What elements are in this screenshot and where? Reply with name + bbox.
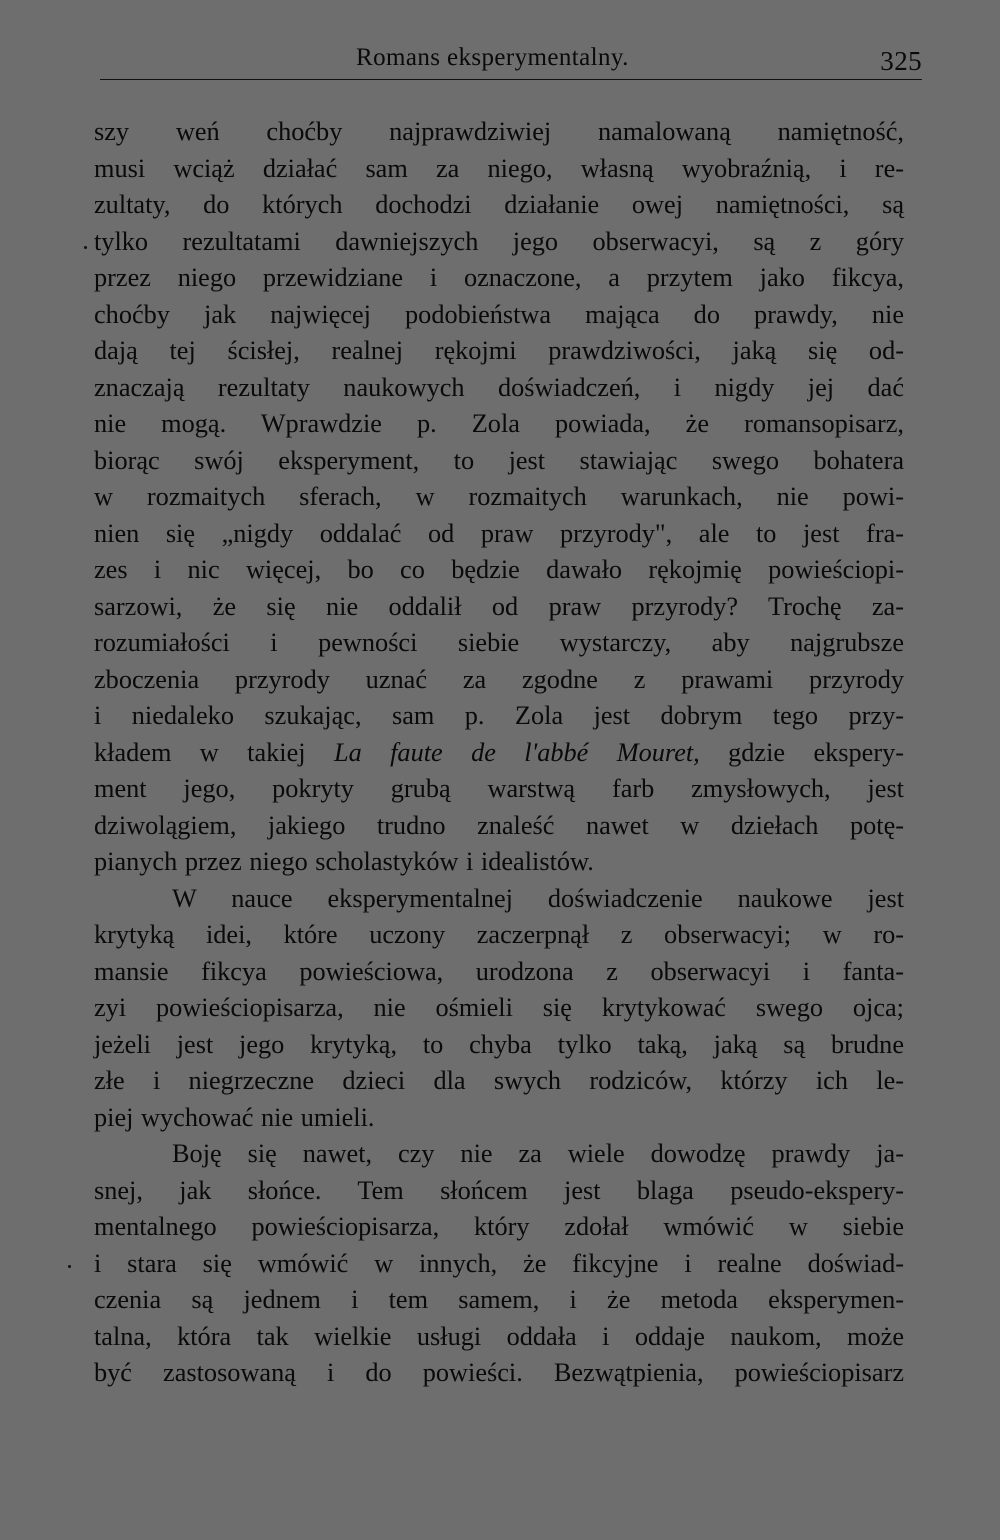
text-line: W nauce eksperymentalnej doświadczenie naukowe jest: [172, 883, 904, 913]
print-speck: [68, 1265, 71, 1268]
text-line: tylko rezultatami dawniejszych jego obserwacyi, są z góry: [94, 226, 904, 256]
text-line: zyi powieściopisarza, nie ośmieli się krytykować swego ojca;: [94, 993, 904, 1022]
paragraph-2: [94, 881, 904, 1137]
header-rule: [100, 79, 922, 80]
text-line: i stara się wmówić w innych, że fikcyjne i realne doświad-: [94, 1248, 904, 1278]
text-line: snej, jak słońce. Tem słońcem jest blaga pseudo-ekspery-: [94, 1175, 904, 1205]
running-title: Romans eksperymentalny.: [356, 44, 629, 71]
text-line: w rozmaitych sferach, w rozmaitych warunkach, nie powi-: [94, 482, 904, 511]
text-line: dziwolągiem, jakiego trudno znaleść nawet w dziełach potę-: [94, 810, 904, 840]
text-line: czenia są jednem i tem samem, i że metoda eksperymen-: [94, 1285, 904, 1314]
text-line: Boję się nawet, czy nie za wiele dowodzę prawdy ja-: [172, 1139, 904, 1168]
print-speck: [84, 246, 87, 249]
text-line: przez niego przewidziane i oznaczone, a przytem jako fikcya,: [94, 263, 904, 292]
paragraph-3: [94, 1136, 904, 1392]
paragraph-1: [94, 114, 904, 881]
text-line: nien się „nigdy oddalać od praw przyrody", ale to jest fra-: [94, 518, 904, 548]
text-line: zultaty, do których dochodzi działanie owej namiętności, są: [94, 190, 904, 219]
text-line: piej wychować nie umieli.: [94, 1102, 375, 1132]
text-line: zes i nic więcej, bo co będzie dawało rękojmię powieściopi-: [94, 555, 904, 584]
text-line: złe i niegrzeczne dzieci dla swych rodziców, którzy ich le-: [94, 1066, 904, 1095]
body-text: [94, 114, 904, 1392]
text-line: i niedaleko szukając, sam p. Zola jest dobrym tego przy-: [94, 701, 904, 730]
page-header: [100, 42, 922, 82]
text-line: sarzowi, że się nie oddalił od praw przyrody? Trochę za-: [94, 591, 904, 621]
text-line: pianych przez niego scholastyków i idealistów.: [94, 847, 594, 876]
text-line: nie mogą. Wprawdzie p. Zola powiada, że romansopisarz,: [94, 409, 904, 438]
text-line: być zastosowaną i do powieści. Bezwątpienia, powieściopisarz: [94, 1358, 904, 1387]
text-line: krytyką idei, które uczony zaczerpnął z obserwacyi; w ro-: [94, 920, 904, 949]
book-title-italic: La faute de l'abbé Mouret,: [333, 737, 700, 767]
text-line: dają tej ścisłej, realnej rękojmi prawdziwości, jaką się od-: [94, 336, 904, 365]
text-line: zboczenia przyrody uznać za zgodne z prawami przyrody: [94, 664, 904, 694]
text-line: znaczają rezultaty naukowych doświadczeń, i nigdy jej dać: [94, 372, 904, 402]
page-number: 325: [880, 46, 922, 76]
text-line: mansie fikcya powieściowa, urodzona z obserwacyi i fanta-: [94, 956, 904, 986]
text-line: ment jego, pokryty grubą warstwą farb zmysłowych, jest: [94, 774, 904, 803]
text-line: talna, która tak wielkie usługi oddała i oddaje naukom, może: [94, 1321, 904, 1351]
text-line: biorąc swój eksperyment, to jest stawiając swego bohatera: [94, 445, 904, 475]
text-line: jeżeli jest jego krytyką, to chyba tylko taką, jaką są brudne: [94, 1029, 904, 1059]
text-segment: kładem w takiej: [94, 737, 334, 767]
text-line: rozumiałości i pewności siebie wystarczy, aby najgrubsze: [94, 628, 904, 657]
text-line-with-title: [94, 735, 904, 772]
text-line: choćby jak najwięcej podobieństwa mająca do prawdy, nie: [94, 299, 904, 329]
text-line: mentalnego powieściopisarza, który zdołał wmówić w siebie: [94, 1212, 904, 1241]
text-segment: gdzie ekspery-: [699, 737, 905, 767]
text-line: szy weń choćby najprawdziwiej namalowaną namiętność,: [94, 117, 904, 146]
text-line: musi wciąż działać sam za niego, własną wyobraźnią, i re-: [94, 153, 904, 183]
